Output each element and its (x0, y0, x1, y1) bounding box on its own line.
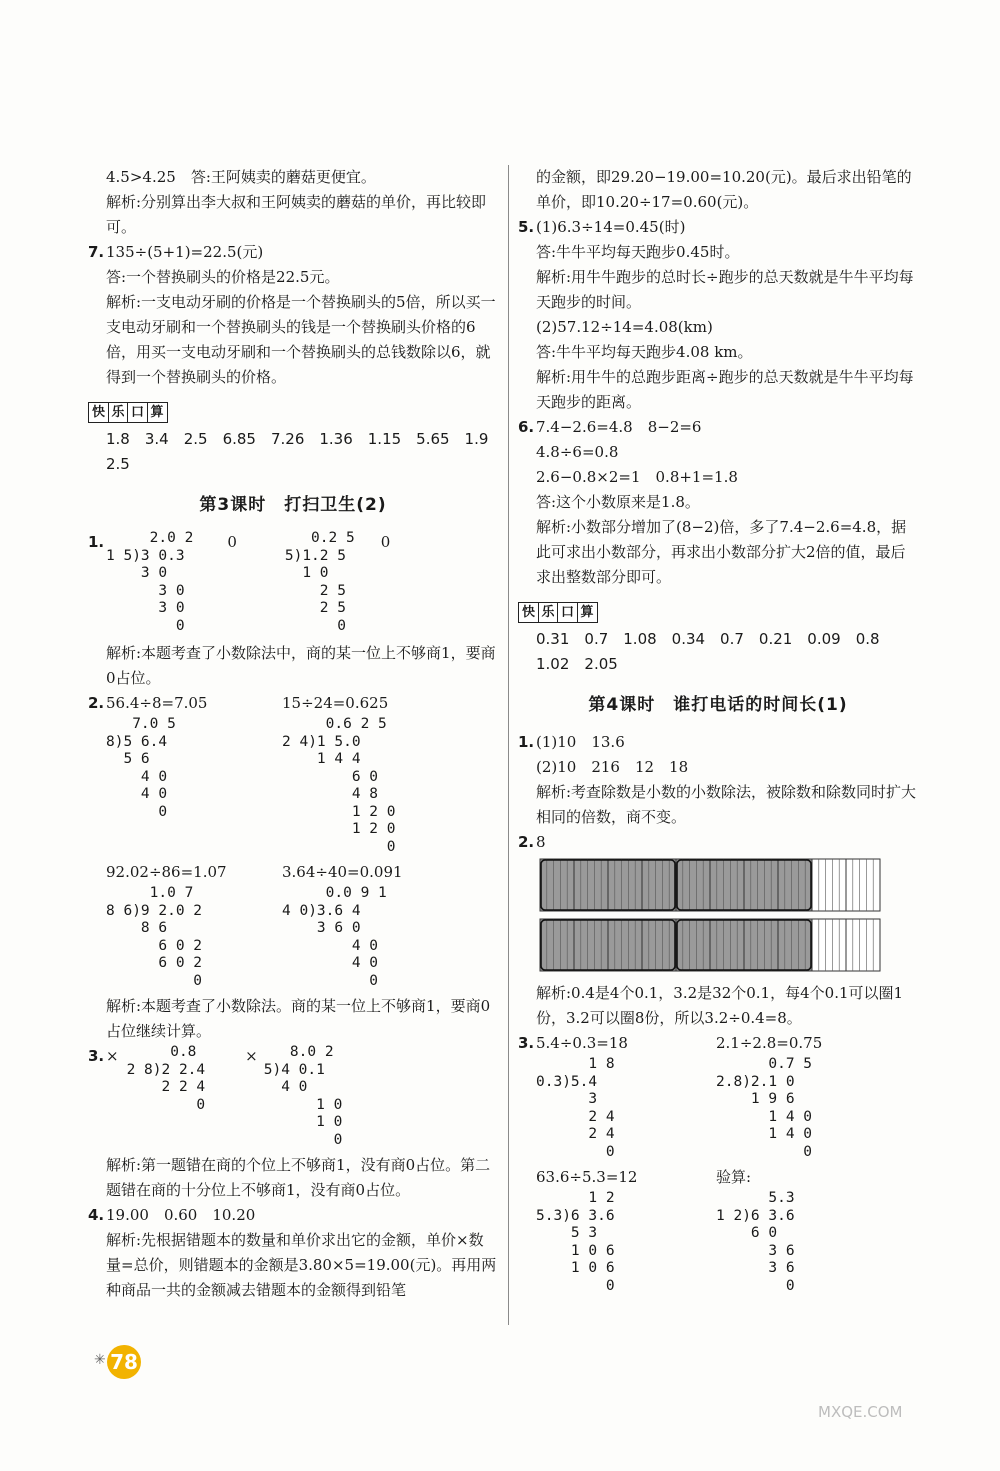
long-division: 0.6 2 5 2 4)1 5.0 1 4 4 6 0 4 8 1 2 0 1 2 0 0 (282, 716, 396, 855)
kuaile-kousuan-label: 快 乐 口 算 (518, 602, 918, 623)
analysis-text: 解析:先根据错题本的数量和单价求出它的金额，单价×数量=总价，则错题本的金额是3.80×5=19.00(元)。再用两种商品一共的金额减去错题本的金额得到铅笔 (106, 1231, 497, 1299)
analysis-text: 解析:用牛牛的总跑步距离÷跑步的总天数就是牛牛平均每天跑步的距离。 (536, 368, 914, 411)
decimal-grid-figure (536, 855, 886, 981)
blank-answer: 0 (380, 533, 391, 551)
analysis-text: 解析:考查除数是小数的小数除法，被除数和除数同时扩大相同的倍数，商不变。 (536, 783, 917, 826)
mental-math-answers: 0.31 0.7 1.08 0.34 0.7 0.21 0.09 0.8 1.02 2.05 (536, 630, 895, 673)
question-7: 7. 135÷(5+1)=22.5(元) 答:一个替换刷头的价格是22.5元。 解析:一支电动牙刷的价格是一个替换刷头的5倍，所以买一支电动牙刷和一个替换刷头的钱是一个替换刷头价格的6倍，用买一支电动牙刷和一个替换刷头的总钱数除以6，就得到一个替换刷头的价格。 (88, 240, 498, 390)
shaded-tenth (540, 919, 574, 971)
question-3: 3. × 0.8 2 8)2 2.4 2 2 4 0 × 8.0 2 5)4 0.1 4 0 1 0 1 0 0 解析:第一题错在商的个位上不够商1，没有商0占位。第二题错在商的十分位上不够商1，没有商0占位。 (88, 1044, 498, 1203)
empty-tenth (812, 859, 846, 911)
long-division: 5.3 1 2)6 3.6 6 0 3 6 3 6 0 (716, 1190, 795, 1294)
shaded-tenth (574, 859, 608, 911)
equation: (2)57.12÷14=4.08(km) (536, 318, 713, 336)
star-icon: ✳ (94, 1352, 106, 1368)
shaded-tenth (642, 919, 676, 971)
grid-svg (536, 855, 886, 973)
equation: 2.1÷2.8=0.75 (716, 1034, 823, 1052)
answer-text: 答:牛牛平均每天跑步4.08 km。 (536, 343, 753, 361)
equation: 2.6−0.8×2=1 0.8+1=1.8 (536, 468, 738, 486)
column-divider (508, 165, 509, 1325)
equation: 5.4÷0.3=18 (536, 1034, 628, 1052)
equation: 135÷(5+1)=22.5(元) (106, 243, 264, 261)
analysis-text: 解析:0.4是4个0.1，3.2是32个0.1，每4个0.1可以圈1份，3.2可以圈8份，所以3.2÷0.4=8。 (536, 984, 904, 1027)
long-division: 0.7 5 2.8)2.1 0 1 9 6 1 4 0 1 4 0 0 (716, 1056, 813, 1160)
long-division: 0.0 9 1 4 0)3.6 4 3 6 0 4 0 4 0 0 (282, 885, 387, 989)
watermark-text: MXQE.COM (818, 1403, 903, 1421)
section-title: 第4课时 谁打电话的时间长(1) (588, 695, 848, 715)
shaded-tenth (710, 919, 744, 971)
empty-tenth (846, 859, 880, 911)
question-4: 4. 19.00 0.60 10.20 解析:先根据错题本的数量和单价求出它的金额，单价×数量=总价，则错题本的金额是3.80×5=19.00(元)。再用两种商品一共的金额减去错题本的金额得到铅笔 (88, 1203, 498, 1303)
analysis-text: 解析:本题考查了小数除法。商的某一位上不够商1，要商0占位继续计算。 (106, 997, 491, 1040)
long-division: 2.0 2 1 5)3 0.3 3 0 3 0 3 0 0 (106, 530, 194, 634)
answer-text: 答:一个替换刷头的价格是22.5元。 (106, 268, 340, 286)
equation: 56.4÷8=7.05 (106, 694, 208, 712)
analysis-continued: 的金额，即29.20−19.00=10.20(元)。最后求出铅笔的单价，即10.20÷17=0.60(元)。 (536, 168, 912, 211)
wrong-mark: × (106, 1047, 119, 1065)
question-6: 6. 7.4−2.6=4.8 8−2=6 4.8÷6=0.8 2.6−0.8×2=1 0.8+1=1.8 答:这个小数原来是1.8。 解析:小数部分增加了(8−2)倍，多了7.4−2.6=4.8，据此可求出小数部分，再求出小数部分扩大2倍的值，最后求出整数部分即可。 (518, 415, 918, 590)
shaded-tenth (676, 919, 710, 971)
question-2: 2. 56.4÷8=7.05 7.0 5 8)5 6.4 5 6 4 0 4 0 0 15÷24=0.625 0.6 2 5 2 4)1 5.0 1 4 4 6 0 4 8 1 2 0 1 2 0 0 92.02÷86=1.07 1.0 7 8 6)9 2.0 2 8 6 6 0 2 6 0 2 0 3.64÷40=0.091 0.0 9 1 4 0)3.6 4 3 6 0 4 0 4 0 0 解析:本题考查了小数除法。商的某一位上不够商1，要商0占位继续计算。 (88, 691, 498, 1044)
right-column (518, 165, 918, 1295)
question-5: 5. (1)6.3÷14=0.45(时) 答:牛牛平均每天跑步0.45时。 解析:用牛牛跑步的总时长÷跑步的总天数就是牛牛平均每天跑步的时间。 (2)57.12÷14=4.08(km) 答:牛牛平均每天跑步4.08 km。 解析:用牛牛的总跑步距离÷跑步的总天数就是牛牛平均每天跑步的距离。 (518, 215, 918, 415)
text-line: 4.5>4.25 答:王阿姨卖的蘑菇更便宜。 (106, 168, 376, 186)
blank-answer: 0 (227, 533, 237, 551)
shaded-tenth (778, 919, 812, 971)
analysis-text: 解析:用牛牛跑步的总时长÷跑步的总天数就是牛牛平均每天跑步的时间。 (536, 268, 914, 311)
analysis-text: 解析:分别算出李大叔和王阿姨卖的蘑菇的单价，再比较即可。 (106, 193, 487, 236)
mental-math-answers: 1.8 3.4 2.5 6.85 7.26 1.36 1.15 5.65 1.9 2.5 (106, 430, 504, 473)
empty-tenth (812, 919, 846, 971)
equation: 63.6÷5.3=12 (536, 1168, 638, 1186)
long-division: 1 8 0.3)5.4 3 2 4 2 4 0 (536, 1056, 615, 1160)
page-number: 78 (107, 1345, 141, 1379)
analysis-text: 解析:小数部分增加了(8−2)倍，多了7.4−2.6=4.8，据此可求出小数部分，再求出小数部分扩大2倍的值，最后求出整数部分即可。 (536, 518, 907, 586)
long-division: 1.0 7 8 6)9 2.0 2 8 6 6 0 2 6 0 2 0 (106, 885, 203, 989)
equation: (1)6.3÷14=0.45(时) (536, 218, 686, 236)
kuaile-kousuan-label: 快 乐 口 算 (88, 402, 498, 423)
equation: 3.64÷40=0.091 (282, 863, 403, 881)
check-label: 验算: (716, 1168, 752, 1186)
answer-value: 8 (536, 833, 546, 851)
answer-values: (2)10 216 12 18 (536, 758, 689, 776)
equation: 15÷24=0.625 (282, 694, 389, 712)
shaded-tenth (608, 859, 642, 911)
analysis-text: 解析:一支电动牙刷的价格是一个替换刷头的5倍，所以买一支电动牙刷和一个替换刷头的钱是一个替换刷头价格的6倍，用买一支电动牙刷和一个替换刷头的总钱数除以6，就得到一个替换刷头的价格。 (106, 293, 496, 386)
analysis-text: 解析:第一题错在商的个位上不够商1，没有商0占位。第二题错在商的十分位上不够商1，没有商0占位。 (106, 1156, 491, 1199)
answer-text: 答:这个小数原来是1.8。 (536, 493, 700, 511)
question-s2: 2. 8 解析:0.4是4个0.1，3.2是32个0.1，每4个0.1可以圈1份，3.2可以圈8份，所以3.2÷0.4=8。 (518, 830, 918, 1031)
shaded-tenth (744, 919, 778, 971)
long-division: 0.2 5 5)1.2 5 1 0 2 5 2 5 0 (284, 530, 355, 634)
shaded-tenth (540, 859, 574, 911)
equation: 92.02÷86=1.07 (106, 863, 227, 881)
question-s3: 3. 5.4÷0.3=18 1 8 0.3)5.4 3 2 4 2 4 0 2.1÷2.8=0.75 0.7 5 2.8)2.1 0 1 9 6 1 4 0 1 4 0 0 63.6÷5.3=12 1 2 5.3)6 3.6 5 3 1 0 6 1 0 6 0 验算: 5.3 1 2)6 3.6 6 0 3 6 3 6 0 (518, 1031, 918, 1295)
analysis-text: 解析:本题考查了小数除法中，商的某一位上不够商1，要商0占位。 (106, 644, 496, 687)
equation: 7.4−2.6=4.8 8−2=6 (536, 418, 702, 436)
answer-text: 答:牛牛平均每天跑步0.45时。 (536, 243, 740, 261)
empty-tenth (846, 919, 880, 971)
section-title: 第3课时 打扫卫生(2) (199, 495, 387, 515)
wrong-mark: × (245, 1047, 258, 1065)
shaded-tenth (642, 859, 676, 911)
shaded-tenth (778, 859, 812, 911)
shaded-tenth (744, 859, 778, 911)
left-column (88, 165, 504, 1303)
shaded-tenth (574, 919, 608, 971)
question-s1: 1. (1)10 13.6 (2)10 216 12 18 解析:考查除数是小数的小数除法，被除数和除数同时扩大相同的倍数，商不变。 (518, 730, 918, 830)
long-division: 7.0 5 8)5 6.4 5 6 4 0 4 0 0 (106, 716, 176, 820)
shaded-tenth (710, 859, 744, 911)
long-division: 1 2 5.3)6 3.6 5 3 1 0 6 1 0 6 0 (536, 1190, 615, 1294)
long-division: 0.8 2 8)2 2.4 2 2 4 0 (126, 1044, 206, 1113)
shaded-tenth (608, 919, 642, 971)
equation: 4.8÷6=0.8 (536, 443, 619, 461)
answer-values: 19.00 0.60 10.20 (106, 1206, 256, 1224)
long-division: 8.0 2 5)4 0.1 4 0 1 0 1 0 0 (263, 1044, 343, 1148)
question-1: 1. 2.0 2 1 5)3 0.3 3 0 3 0 3 0 0 0 0.2 5 5)1.2 5 1 0 2 5 2 5 0 0 解析:本题考查了小数除法中，商的某一位上不够商1，要商0占位。 (88, 530, 498, 691)
shaded-tenth (676, 859, 710, 911)
